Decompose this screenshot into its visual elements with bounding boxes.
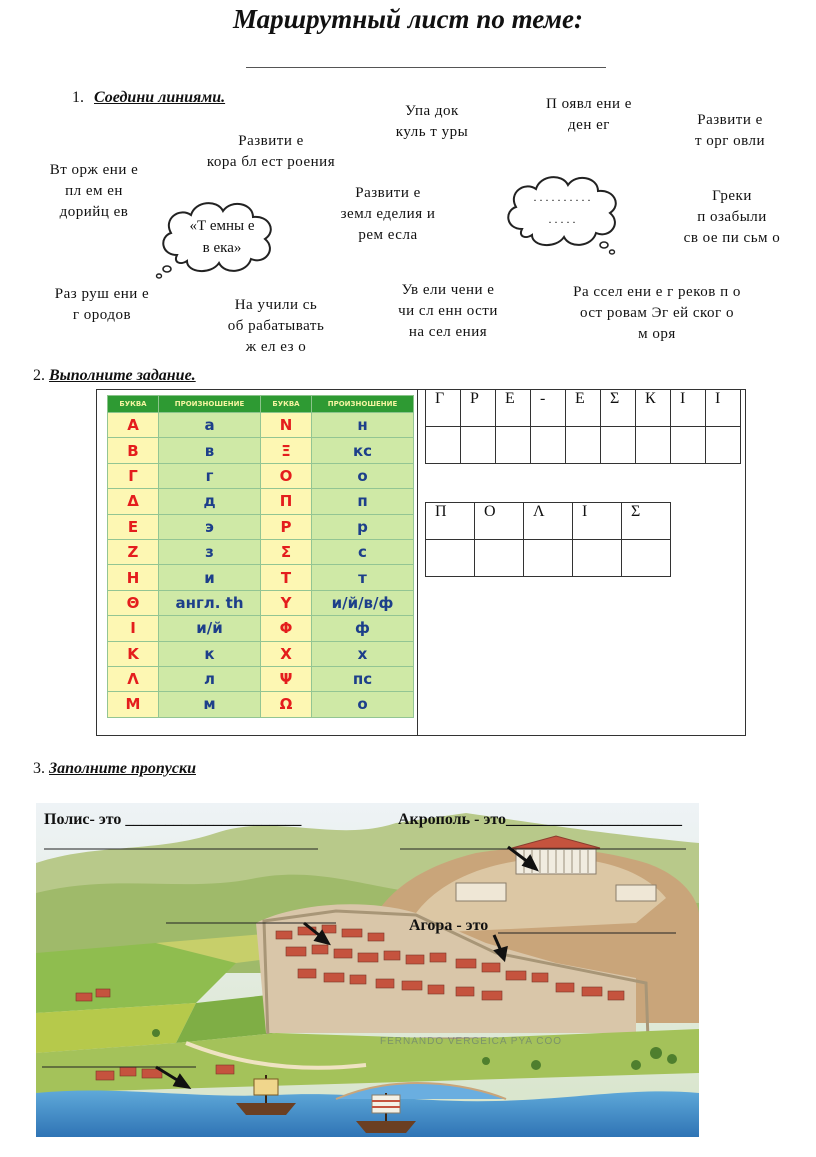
greek-letter-cell: Τ — [261, 565, 312, 590]
greek-letter-cell: Φ — [261, 616, 312, 641]
phrase-torgovlya: Развити е т орг овли — [694, 112, 766, 149]
word-letter-cell: Г — [426, 390, 461, 427]
greek-table-row — [108, 616, 414, 641]
word-letter-cell: Е — [496, 390, 531, 427]
akropol-label: Акрополь - это______________________ — [398, 811, 683, 828]
phrase-razrushenie: Раз руш ени е г ородов — [54, 286, 150, 323]
header-letter-2: БУКВА — [261, 396, 312, 413]
greek-letter-cell: Δ — [108, 489, 159, 514]
pronunciation-cell: англ. th — [159, 590, 261, 615]
answer-cell[interactable] — [524, 540, 573, 577]
pronunciation-cell: кс — [312, 438, 414, 463]
phrase-zemledelie: Развити е земл еделия и рем есла — [340, 185, 436, 243]
section2-heading — [33, 367, 196, 385]
word-letter-cell: Р — [461, 390, 496, 427]
section3-title: Заполните пропуски — [49, 760, 196, 777]
header-letter-1: БУКВА — [108, 396, 159, 413]
title-blank-line — [246, 67, 606, 68]
pronunciation-cell: р — [312, 514, 414, 539]
pronunciation-cell: и/й/в/ф — [312, 590, 414, 615]
cloud-blank-text: . . . . . . . . . . . . . . . — [533, 190, 591, 226]
athens-illustration — [36, 803, 699, 1137]
greek-letter-cell: Ο — [261, 463, 312, 488]
answer-cell[interactable] — [531, 427, 566, 464]
greek-letter-cell: Β — [108, 438, 159, 463]
greek-letter-cell: Ι — [108, 616, 159, 641]
greek-table-row — [108, 438, 414, 463]
section1-title: Соедини линиями. — [94, 89, 226, 106]
word-letter-cell: Е — [566, 390, 601, 427]
greek-letter-cell: Ψ — [261, 666, 312, 691]
section2-title: Выполните задание. — [49, 367, 196, 384]
pronunciation-cell: о — [312, 463, 414, 488]
section1-heading — [72, 89, 225, 107]
pronunciation-cell: л — [159, 666, 261, 691]
page-title: Маршрутный лист по теме: — [232, 4, 584, 34]
word-letter-cell: Σ — [622, 503, 671, 540]
illustration-watermark: FERNANDO VERGEICA PYA COO — [380, 1036, 563, 1047]
pronunciation-cell: а — [159, 413, 261, 438]
athens-picture — [36, 803, 699, 1137]
greek-letter-cell: Χ — [261, 641, 312, 666]
greek-letter-cell: Α — [108, 413, 159, 438]
pronunciation-cell: к — [159, 641, 261, 666]
greek-letter-cell: Θ — [108, 590, 159, 615]
greek-table-row — [108, 413, 414, 438]
pronunciation-cell: с — [312, 539, 414, 564]
pronunciation-cell: м — [159, 692, 261, 717]
answer-cell[interactable] — [573, 540, 622, 577]
pronunciation-cell: в — [159, 438, 261, 463]
word-grid-1 — [425, 389, 741, 464]
word-letter-cell: - — [531, 390, 566, 427]
phrase-rasselenie: Ра ссел ени е г реков п о ост ровам Эг ей ског о м оря — [573, 284, 741, 342]
header-pronunciation-1: ПРОИЗНОШЕНИЕ — [159, 396, 261, 413]
pronunciation-cell: э — [159, 514, 261, 539]
pronunciation-cell: п — [312, 489, 414, 514]
word-letter-cell: I — [573, 503, 622, 540]
greek-letter-cell: Ω — [261, 692, 312, 717]
pronunciation-cell: з — [159, 539, 261, 564]
phrase-upadok: Упа док куль т уры — [395, 103, 469, 140]
pronunciation-cell: д — [159, 489, 261, 514]
greek-letter-cell: Π — [261, 489, 312, 514]
phrase-zhelezo: На учили сь об рабатывать ж ел ез о — [227, 297, 325, 355]
greek-table-row — [108, 514, 414, 539]
greek-letter-cell: Ν — [261, 413, 312, 438]
greek-letter-cell: Ξ — [261, 438, 312, 463]
answer-cell[interactable] — [496, 427, 531, 464]
phrase-greki: Греки п озабыли св ое пи сьм о — [683, 188, 781, 246]
answer-cell[interactable] — [426, 540, 475, 577]
greek-letter-cell: Γ — [108, 463, 159, 488]
word-letter-cell: Σ — [601, 390, 636, 427]
greek-table-row — [108, 666, 414, 691]
phrase-naselenie: Ув ели чени е чи сл енн ости на сел ения — [398, 282, 498, 340]
greek-table-row — [108, 641, 414, 666]
greek-table-row — [108, 539, 414, 564]
word-letter-cell: I — [671, 390, 706, 427]
cloud-dark-ages-text: «Т емны е в ека» — [189, 218, 255, 256]
pronunciation-cell: н — [312, 413, 414, 438]
phrase-korabl: Развити е кора бл ест роения — [206, 133, 336, 170]
greek-letter-cell: Μ — [108, 692, 159, 717]
greek-letter-cell: Κ — [108, 641, 159, 666]
pronunciation-cell: о — [312, 692, 414, 717]
greek-letter-cell: Σ — [261, 539, 312, 564]
pronunciation-cell: и — [159, 565, 261, 590]
section2-number: 2. — [33, 367, 45, 384]
pronunciation-cell: и/й — [159, 616, 261, 641]
greek-letter-cell: Ζ — [108, 539, 159, 564]
answer-cell[interactable] — [566, 427, 601, 464]
word-grid-2 — [425, 502, 671, 577]
word-letter-cell: I — [706, 390, 741, 427]
greek-table-row — [108, 463, 414, 488]
greek-letter-cell: Υ — [261, 590, 312, 615]
word-letter-cell: К — [636, 390, 671, 427]
answer-cell[interactable] — [636, 427, 671, 464]
greek-alphabet-table — [107, 395, 414, 718]
greek-table-row — [108, 489, 414, 514]
task2-divider — [417, 389, 418, 736]
word-letter-cell: Λ — [524, 503, 573, 540]
section3-heading — [33, 760, 196, 778]
answer-cell[interactable] — [475, 540, 524, 577]
phrase-poyavlenie: П оявл ени е ден ег — [546, 96, 632, 133]
pronunciation-cell: т — [312, 565, 414, 590]
pronunciation-cell: ф — [312, 616, 414, 641]
greek-letter-cell: Ε — [108, 514, 159, 539]
agora-label: Агора - это — [409, 917, 489, 934]
greek-table-row — [108, 692, 414, 717]
answer-cell[interactable] — [622, 540, 671, 577]
greek-letter-cell: Η — [108, 565, 159, 590]
greek-table-row — [108, 590, 414, 615]
polis-label: Полис- это ______________________ — [44, 811, 302, 828]
greek-letter-cell: Λ — [108, 666, 159, 691]
pronunciation-cell: х — [312, 641, 414, 666]
answer-cell[interactable] — [671, 427, 706, 464]
greek-letter-cell: Ρ — [261, 514, 312, 539]
pronunciation-cell: пс — [312, 666, 414, 691]
word-letter-cell: О — [475, 503, 524, 540]
answer-cell[interactable] — [706, 427, 741, 464]
answer-cell[interactable] — [461, 427, 496, 464]
word-letter-cell: П — [426, 503, 475, 540]
section1-number: 1. — [72, 89, 84, 106]
phrase-vtorzhenie: Вт орж ени е пл ем ен дорийц ев — [49, 162, 139, 220]
pronunciation-cell: г — [159, 463, 261, 488]
header-pronunciation-2: ПРОИЗНОШЕНИЕ — [312, 396, 414, 413]
answer-cell[interactable] — [426, 427, 461, 464]
greek-table-row — [108, 565, 414, 590]
answer-cell[interactable] — [601, 427, 636, 464]
section3-number: 3. — [33, 760, 45, 777]
